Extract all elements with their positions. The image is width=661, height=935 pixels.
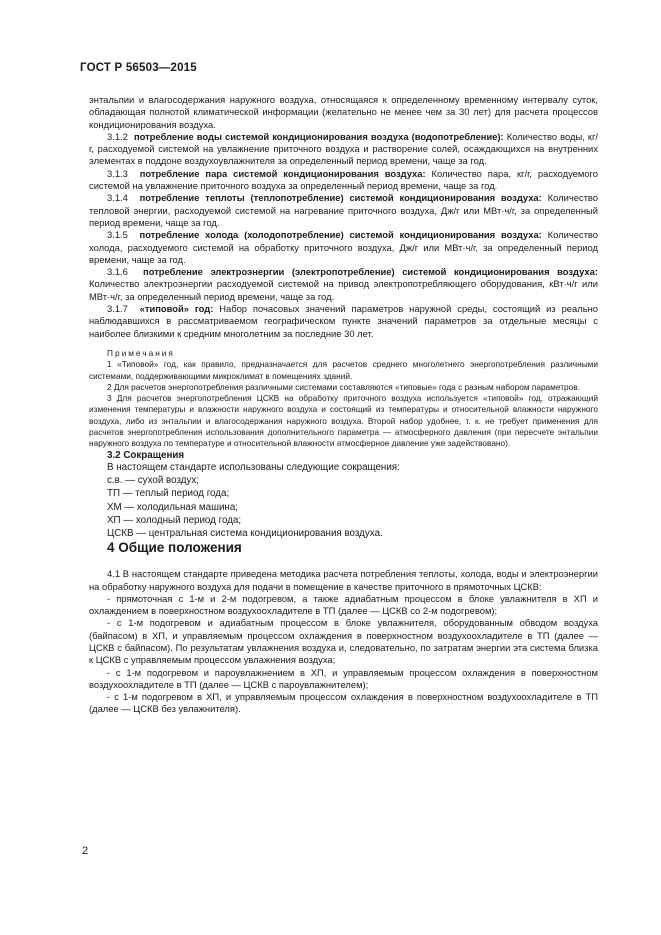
term-definition: Количество пара, кг/г, расходуемого системой на увлажнение приточного воздуха за определенный период времени, чаще за год. bbox=[89, 167, 598, 192]
intro-paragraph: энтальпии и влагосодержания наружного воздуха, относящаяся к определенному временному интервалу суток, обладающая полнотой климатической информации (желательно не менее чем за 30 лет) для расчета процессов кондиционирования воздуха. bbox=[89, 94, 598, 130]
subsection-title: 3.2 Сокращения bbox=[107, 449, 185, 461]
term-3-1-2 bbox=[89, 131, 598, 168]
term-definition: Количество тепловой энергии, расходуемой системой на нагревание приточного воздуха, Дж/г или МВт·ч/г, за определенный период времени, чаще за год. bbox=[89, 192, 598, 228]
section-paragraph: 4.1 В настоящем стандарте приведена методика расчета потребления теплоты, холода, воды и электроэнергии на обработку наружного воздуха для подачи в помещение в качестве приточного в прямоточных ЦСКВ: bbox=[89, 568, 598, 592]
list-item: - с 1-м подогревом в ХП, и управляемым процессом охлаждения в поверхностном воздухоохладителе в ТП (далее — ЦСКВ без увлажнителя). bbox=[89, 691, 598, 715]
term-definition: Количество воды, кг/г, расходуемой системой на увлажнение приточного воздуха и растворение солей, осаждающихся на внутренних элементах в поддоне воздухоувлажнителя за определенный период времени, чаще за год. bbox=[89, 130, 598, 167]
notes-heading: Примечания bbox=[107, 347, 175, 358]
term-number: 3.1.6 bbox=[107, 266, 128, 278]
abbreviations-list bbox=[89, 474, 598, 540]
abbreviation-item: ХП — холодный период года; bbox=[107, 514, 242, 526]
page-number: 2 bbox=[82, 845, 89, 857]
abbreviation-item: с.в. — сухой воздух; bbox=[107, 475, 199, 487]
term-name: потребление электроэнергии (электропотребление) системой кондиционирования воздуха: bbox=[143, 266, 598, 278]
section-body bbox=[89, 568, 598, 716]
note-item: 1 «Типовой» год, как правило, предназначается для расчетов среднего многолетнего энергопотребления различными системами, поддерживающими микроклимат в помещениях зданий. bbox=[89, 359, 598, 381]
abbreviation-item: ТП — теплый период года; bbox=[107, 488, 230, 500]
list-item: - прямоточная с 1-м и 2-м подогревом, а также адиабатным процессом в блоке увлажнителя в ХП и охлаждением в поверхностном воздухоохладителе в ТП (далее — ЦСКВ со 2-м подогревом); bbox=[89, 592, 598, 617]
term-number: 3.1.7 bbox=[107, 303, 128, 315]
list-item: - с 1-м подогревом и адиабатным процессом в блоке увлажнителя, оборудованным обводом воздуха (байпасом) в ХП, и управляемым процессом охлаждения в поверхностном воздухоохладителе в ТП (далее — ЦСКВ с байпасом). По результатам увлажнения воздуха и, следовательно, по затратам энергии эта система близка к ЦСКВ с управляемым процессом увлажнения воздуха; bbox=[89, 617, 598, 666]
term-definition: Количество холода, расходуемого системой на обработку приточного воздуха, Дж/г или МВт·ч/г, за определенный период времени, чаще за год. bbox=[89, 229, 598, 265]
abbreviations-intro: В настоящем стандарте использованы следующие сокращения: bbox=[107, 461, 400, 473]
abbreviation-item: ЦСКВ — центральная система кондиционирования воздуха. bbox=[107, 528, 383, 540]
abbreviation-item: ХМ — холодильная машина; bbox=[107, 501, 239, 513]
term-name: потребление теплоты (теплопотребление) системой кондиционирования воздуха: bbox=[139, 192, 542, 204]
section-title: 4 Общие положения bbox=[107, 540, 242, 556]
term-name: потребление воды системой кондиционирования воздуха (водопотребление): bbox=[133, 130, 504, 142]
term-number: 3.1.2 bbox=[107, 130, 128, 142]
term-name: потребление пара системой кондиционирования воздуха: bbox=[139, 167, 426, 179]
term-3-1-7 bbox=[89, 303, 598, 340]
document-body bbox=[89, 94, 598, 716]
term-name: «типовой» год: bbox=[139, 303, 214, 315]
term-name: потребление холода (холодопотребление) системой кондиционирования воздуха: bbox=[139, 229, 542, 241]
term-definition: Набор почасовых значений параметров наружной среды, состоящий из реально наблюдавшихся в рассматриваемом географическом пункте значений параметров за отдельные месяцы с наиболее близкими к средним многолетним за последние 30 лет. bbox=[89, 303, 598, 339]
term-number: 3.1.5 bbox=[107, 229, 128, 241]
term-3-1-4 bbox=[89, 192, 598, 229]
document-header: ГОСТ Р 56503—2015 bbox=[80, 62, 197, 74]
term-number: 3.1.4 bbox=[107, 192, 128, 204]
term-3-1-5 bbox=[89, 229, 598, 266]
notes-block bbox=[89, 348, 598, 450]
term-definition: Количество электроэнергии расходуемой системой на привод электропотребляющего оборудования, кВт·ч/г или МВт·ч/г, за определенный период времени, чаще за год. bbox=[89, 278, 598, 302]
list-item: - с 1-м подогревом и пароувлажнением в ХП, и управляемым процессом охлаждения в поверхностном воздухоохладителе в ТП (далее — ЦСКВ с пароувлажнителем); bbox=[89, 666, 598, 690]
term-3-1-6 bbox=[89, 266, 598, 303]
note-item: 3 Для расчетов энергопотребления ЦСКВ на обработку приточного воздуха используется «типовой» год, отражающий изменения температуры и влажности наружного воздуха и состоящий из температуры и относительной влажности наружного воздуха, либо из энтальпии и влагосодержания наружного воздуха. Второй набор удобнее, т. к. не требует применения для расчетов энергопотребления использования дополнительного параметра — атмосферного давления (при пересчете энтальпии наружного воздуха по температуре и относительной влажности атмосферное давление уже задействовано). bbox=[89, 393, 598, 449]
term-number: 3.1.3 bbox=[107, 167, 128, 179]
note-item: 2 Для расчетов энергопотребления различными системами составляются «типовые» года с разным набором параметров. bbox=[107, 381, 580, 392]
term-3-1-3 bbox=[89, 168, 598, 193]
